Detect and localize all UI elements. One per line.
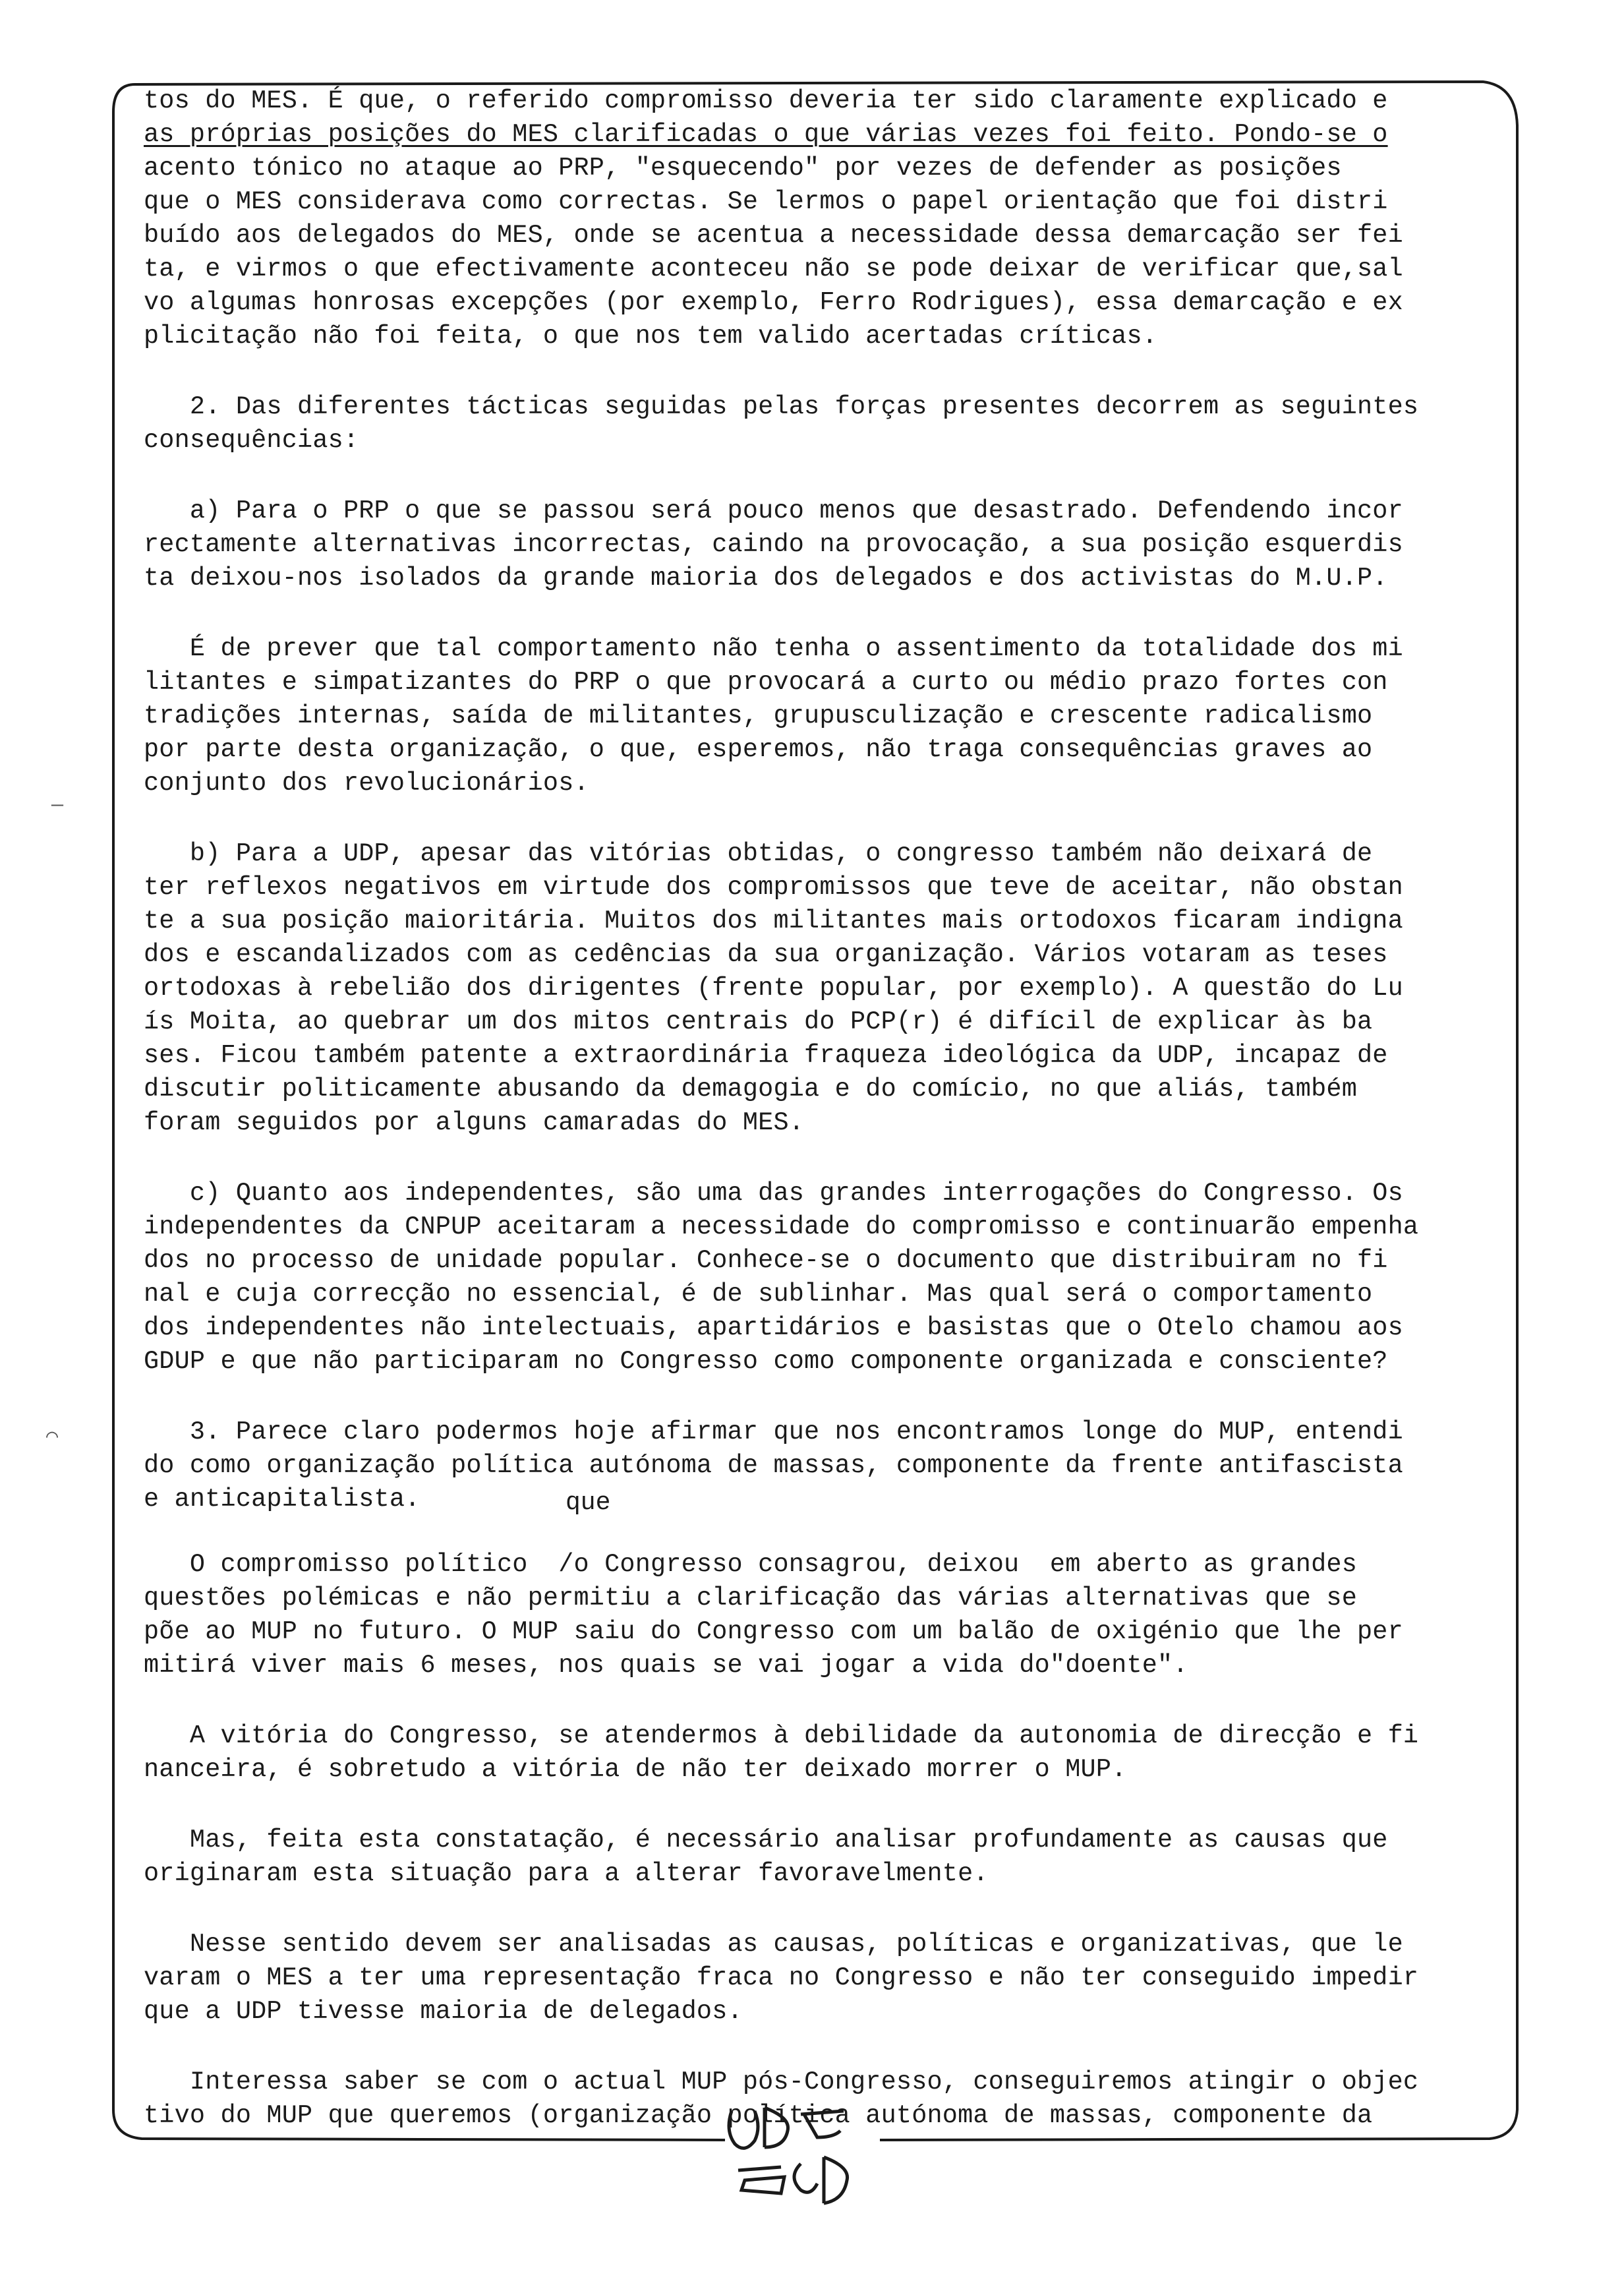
text-line: nanceira, é sobretudo a vitória de não ter deixado morrer o MUP.: [144, 1755, 1127, 1784]
text-line: foram seguidos por alguns camaradas do MES.: [144, 1108, 805, 1137]
text-line: te a sua posição maioritária. Muitos dos militantes mais ortodoxos ficaram indigna: [144, 907, 1403, 936]
text-line: discutir politicamente abusando da demagogia e do comício, no que aliás, também: [144, 1075, 1357, 1104]
text-line: O compromisso político /o Congresso consagrou, deixou em aberto as grandes: [144, 1550, 1357, 1579]
text-line: mitirá viver mais 6 meses, nos quais se vai jogar a vida do"doente".: [144, 1651, 1188, 1680]
text-line: a) Para o PRP o que se passou será pouco menos que desastrado. Defendendo incor: [144, 496, 1403, 525]
inserted-word: que: [566, 1489, 611, 1517]
text-line: dos e escandalizados com as cedências da sua organização. Vários votaram as teses: [144, 940, 1388, 969]
body-text: [144, 84, 1515, 2133]
text-line: ta deixou-nos isolados da grande maioria dos delegados e dos activistas do M.U.P.: [144, 564, 1388, 593]
text-line: e anticapitalista.: [144, 1485, 420, 1514]
text-line: dos independentes não intelectuais, apartidários e basistas que o Otelo chamou aos: [144, 1313, 1403, 1342]
text-line: acento tónico no ataque ao PRP, "esquecendo" por vezes de defender as posições: [144, 154, 1342, 183]
margin-dash: ⌒: [46, 1426, 59, 1448]
text-line: vo algumas honrosas excepções (por exemplo, Ferro Rodrigues), essa demarcação e ex: [144, 288, 1403, 317]
text-line: do como organização política autónoma de massas, componente da frente antifascista: [144, 1451, 1403, 1480]
text-line: 3. Parece claro podermos hoje afirmar que nos encontramos longe do MUP, entendi: [144, 1417, 1403, 1446]
text-line: tos do MES. É que, o referido compromisso deveria ter sido claramente explicado e: [144, 86, 1388, 115]
text-line: independentes da CNPUP aceitaram a necessidade do compromisso e continuarão empenha: [144, 1212, 1419, 1241]
text-line: GDUP e que não participaram no Congresso como componente organizada e consciente?: [144, 1347, 1388, 1376]
text-line: ses. Ficou também patente a extraordinária fraqueza ideológica da UDP, incapaz de: [144, 1041, 1388, 1070]
text-line: as próprias posições do MES clarificadas o que várias vezes foi feito. Pondo-se o: [144, 120, 1388, 149]
text-line: ís Moita, ao quebrar um dos mitos centrais do PCP(r) é difícil de explicar às ba: [144, 1007, 1373, 1036]
text-line: que o MES considerava como correctas. Se lermos o papel orientação que foi distri: [144, 187, 1388, 216]
text-line: É de prever que tal comportamento não tenha o assentimento da totalidade dos mi: [144, 634, 1403, 663]
text-line: plicitação não foi feita, o que nos tem valido acertadas críticas.: [144, 322, 1158, 351]
text-line: buído aos delegados do MES, onde se acentua a necessidade dessa demarcação ser fei: [144, 221, 1403, 250]
text-line: litantes e simpatizantes do PRP o que provocará a curto ou médio prazo fortes con: [144, 668, 1388, 697]
text-line: 2. Das diferentes tácticas seguidas pelas forças presentes decorrem as seguintes: [144, 392, 1419, 421]
text-line: ter reflexos negativos em virtude dos compromissos que teve de aceitar, não obstan: [144, 873, 1403, 902]
text-line: que a UDP tivesse maioria de delegados.: [144, 1997, 743, 2026]
text-line: Interessa saber se com o actual MUP pós-Congresso, conseguiremos atingir o objec: [144, 2067, 1419, 2096]
text-line: dos no processo de unidade popular. Conhece-se o documento que distribuiram no fi: [144, 1246, 1388, 1275]
text-line: Nesse sentido devem ser analisadas as causas, políticas e organizativas, que le: [144, 1930, 1403, 1959]
text-line: c) Quanto aos independentes, são uma das grandes interrogações do Congresso. Os: [144, 1179, 1403, 1208]
text-line: b) Para a UDP, apesar das vitórias obtidas, o congresso também não deixará de: [144, 839, 1373, 868]
text-line: ta, e virmos o que efectivamente aconteceu não se pode deixar de verificar que,sal: [144, 254, 1403, 283]
text-line: Mas, feita esta constatação, é necessário analisar profundamente as causas que: [144, 1826, 1388, 1855]
text-line: rectamente alternativas incorrectas, caindo na provocação, a sua posição esquerdis: [144, 530, 1403, 559]
text-line: originaram esta situação para a alterar favoravelmente.: [144, 1859, 989, 1888]
text-line: varam o MES a ter uma representação fraca no Congresso e não ter conseguido impedir: [144, 1963, 1419, 1992]
text-line: nal e cuja correcção no essencial, é de sublinhar. Mas qual será o comportamento: [144, 1280, 1373, 1309]
text-line: consequências:: [144, 426, 359, 455]
signature-mark: [718, 2091, 883, 2210]
text-line: põe ao MUP no futuro. O MUP saiu do Congresso com um balão de oxigénio que lhe per: [144, 1617, 1403, 1646]
text-line: conjunto dos revolucionários.: [144, 769, 589, 798]
text-line: por parte desta organização, o que, esperemos, não traga consequências graves ao: [144, 735, 1373, 764]
text-line: A vitória do Congresso, se atendermos à debilidade da autonomia de direcção e fi: [144, 1721, 1419, 1750]
text-line: tivo do MUP que queremos (organização política autónoma de massas, componente da: [144, 2101, 1373, 2130]
margin-dash: —: [51, 794, 64, 817]
text-line: questões polémicas e não permitiu a clarificação das várias alternativas que se: [144, 1584, 1357, 1613]
text-line: ortodoxas à rebelião dos dirigentes (frente popular, por exemplo). A questão do Lu: [144, 974, 1403, 1003]
text-line: tradições internas, saída de militantes, grupusculização e crescente radicalismo: [144, 701, 1373, 730]
